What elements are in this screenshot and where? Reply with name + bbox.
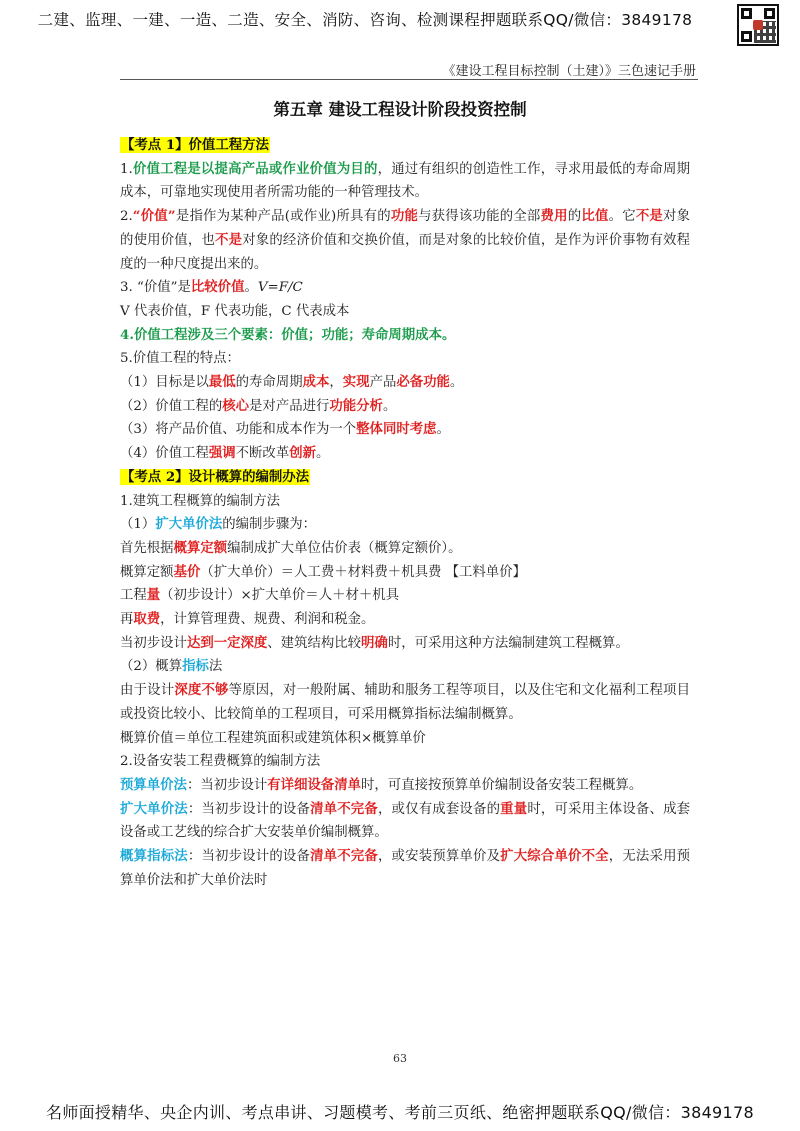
- header-divider: [120, 79, 698, 80]
- paragraph-formula-legend: V 代表价值，F 代表功能，C 代表成本: [120, 303, 350, 319]
- feature-item-2: （2）价值工程的核心是对产品进行功能分析。: [120, 397, 397, 414]
- paragraph-quantity-formula: 工程量（初步设计）×扩大单价＝人＋材＋机具: [120, 587, 400, 604]
- feature-item-4: （4）价值工程强调不断改革创新。: [120, 445, 330, 462]
- section-2-heading: 【考点 2】设计概算的编制办法: [121, 468, 310, 485]
- page-body: [120, 134, 690, 893]
- paragraph-building-estimate-methods: 1.建筑工程概算的编制方法: [120, 493, 281, 509]
- book-header-title: 《建设工程目标控制（土建）》三色速记手册: [442, 64, 696, 79]
- paragraph-estimate-value-formula: 概算价值＝单位工程建筑面积或建筑体积×概算单价: [120, 730, 426, 746]
- top-promo-banner: 二建、监理、一建、一造、二造、安全、消防、咨询、检测课程押题联系QQ/微信：3849178: [37, 11, 693, 29]
- paragraph-value-formula: 3. “价值”是比较价值。V=F/C: [120, 279, 303, 296]
- bottom-promo-banner: 名师面授精华、央企内训、考点串讲、习题模考、考前三页纸、绝密押题联系QQ/微信：3849178: [46, 1103, 754, 1122]
- feature-item-1: （1）目标是以最低的寿命周期成本，实现产品必备功能。: [120, 374, 464, 391]
- paragraph-features-heading: 5.价值工程的特点：: [120, 351, 240, 367]
- paragraph-fee-step: 再取费，计算管理费、规费、利润和税金。: [120, 611, 375, 628]
- paragraph-applicable-condition: 当初步设计达到一定深度、建筑结构比较明确时，可采用这种方法编制建筑工程概算。: [120, 634, 629, 651]
- paragraph-index-method-condition: 由于设计深度不够等原因，对一般附属、辅助和服务工程等项目，以及住宅和文化福利工程项目或投资比较小、比较简单的工程项目，可采用概算指标法编制概算。: [120, 682, 691, 722]
- page-number: 63: [393, 1052, 407, 1065]
- paragraph-expanded-unit-price-steps: （1）扩大单价法的编制步骤为：: [120, 516, 316, 533]
- paragraph-equipment-install-methods: 2.设备安装工程费概算的编制方法: [120, 754, 321, 770]
- paragraph-value-engineering-definition: 1.价值工程是以提高产品或作业价值为目的，通过有组织的创造性工作，寻求用最低的寿命周期成本，可靠地实现使用者所需功能的一种管理技术。: [120, 160, 691, 201]
- paragraph-three-elements: 4.价值工程涉及三个要素：价值；功能；寿命周期成本。: [120, 326, 456, 343]
- paragraph-expanded-unit-price-method: 扩大单价法：当初步设计的设备清单不完备，或仅有成套设备的重量时，可采用主体设备、成套设备或工艺线的综合扩大安装单价编制概算。: [120, 800, 691, 841]
- paragraph-estimate-index-method: （2）概算指标法: [120, 658, 223, 675]
- paragraph-estimate-index-equipment-method: 概算指标法：当初步设计的设备清单不完备，或安装预算单价及扩大综合单价不全，无法采用预算单价法和扩大单价法时: [120, 848, 691, 888]
- paragraph-step-quota: 首先根据概算定额编制成扩大单位估价表（概算定额价）。: [120, 539, 462, 556]
- qr-code-icon: [737, 4, 779, 46]
- chapter-title: 第五章 建设工程设计阶段投资控制: [273, 100, 527, 119]
- paragraph-value-definition: 2.“价值”是指作为某种产品(或作业)所具有的功能与获得该功能的全部费用的比值。它不是对象的使用价值，也不是对象的经济价值和交换价值，而是对象的比较价值，是作为评价事物有效程度的一种尺度提出来的。: [120, 208, 691, 272]
- paragraph-base-price-formula: 概算定额基价（扩大单价）＝人工费＋材料费＋机具费 【工料单价】: [120, 563, 526, 580]
- feature-item-3: （3）将产品价值、功能和成本作为一个整体同时考虑。: [120, 421, 450, 438]
- section-1-heading: 【考点 1】价值工程方法: [121, 137, 269, 153]
- paragraph-budget-unit-price-method: 预算单价法：当初步设计有详细设备清单时，可直接按预算单价编制设备安装工程概算。: [120, 776, 643, 793]
